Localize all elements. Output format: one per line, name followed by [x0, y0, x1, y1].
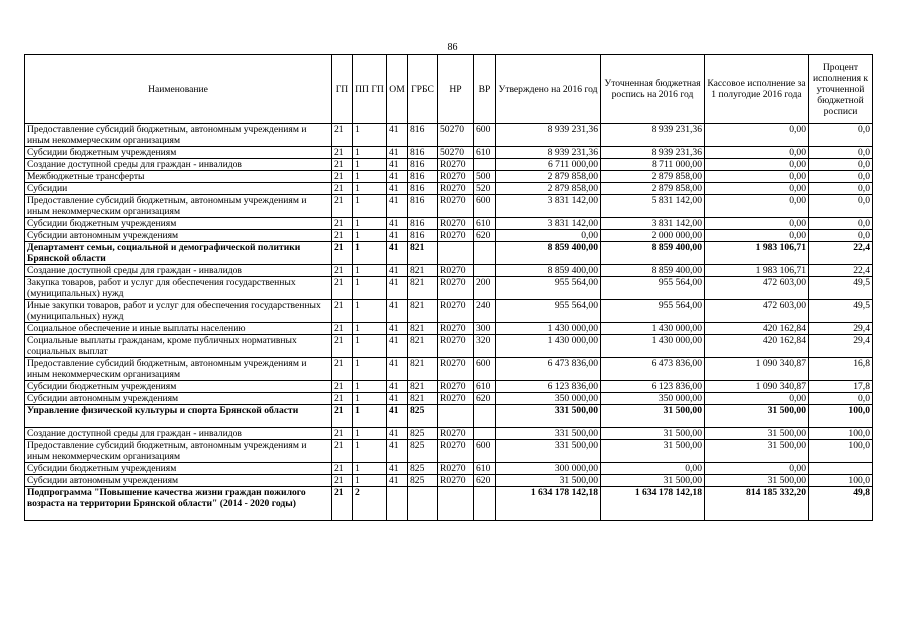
- cell-vr: 620: [474, 230, 496, 242]
- cell-cash: 420 162,84: [705, 323, 809, 335]
- cell-refined: 5 831 142,00: [601, 195, 705, 218]
- table-row: [25, 335, 873, 358]
- cell-grbs: 816: [408, 218, 438, 230]
- cell-ppgp: 1: [353, 242, 387, 265]
- cell-refined: 8 859 400,00: [601, 242, 705, 265]
- cell-percent: 29,4: [809, 323, 873, 335]
- cell-om: 41: [387, 323, 408, 335]
- cell-np: R0270: [438, 381, 474, 393]
- cell-refined: 31 500,00: [601, 405, 705, 428]
- cell-np: R0270: [438, 440, 474, 463]
- table-row: [25, 218, 873, 230]
- cell-name: Субсидии бюджетным учреждениям: [25, 147, 332, 159]
- cell-percent: 49,5: [809, 300, 873, 323]
- cell-vr: 610: [474, 381, 496, 393]
- cell-refined: 3 831 142,00: [601, 218, 705, 230]
- cell-approved: 331 500,00: [496, 405, 601, 428]
- cell-cash: 0,00: [705, 463, 809, 475]
- cell-gp: 21: [332, 381, 353, 393]
- cell-approved: 8 859 400,00: [496, 265, 601, 277]
- cell-percent: 0,0: [809, 393, 873, 405]
- cell-om: 41: [387, 381, 408, 393]
- cell-approved: 1 634 178 142,18: [496, 487, 601, 521]
- cell-vr: 600: [474, 195, 496, 218]
- cell-om: 41: [387, 171, 408, 183]
- cell-ppgp: 1: [353, 393, 387, 405]
- cell-name: Подпрограмма "Повышение качества жизни граждан пожилого возраста на территории Брянской области" (2014 - 2020 годы): [25, 487, 332, 521]
- cell-grbs: 816: [408, 159, 438, 171]
- header-percent: Процент исполнения к уточненной бюджетной росписи: [809, 55, 873, 124]
- table-row: [25, 195, 873, 218]
- cell-grbs: 825: [408, 463, 438, 475]
- cell-ppgp: 1: [353, 335, 387, 358]
- cell-name: Создание доступной среды для граждан - инвалидов: [25, 265, 332, 277]
- table-row: [25, 428, 873, 440]
- cell-gp: 21: [332, 463, 353, 475]
- cell-grbs: 821: [408, 358, 438, 381]
- cell-vr: 610: [474, 218, 496, 230]
- cell-name: Предоставление субсидий бюджетным, автономным учреждениям и иным некоммерческим организациям: [25, 195, 332, 218]
- cell-name: Субсидии автономным учреждениям: [25, 475, 332, 487]
- cell-ppgp: 1: [353, 218, 387, 230]
- table-row: [25, 358, 873, 381]
- cell-gp: 21: [332, 124, 353, 147]
- cell-cash: 0,00: [705, 195, 809, 218]
- cell-percent: 0,0: [809, 171, 873, 183]
- cell-grbs: 821: [408, 300, 438, 323]
- cell-om: 41: [387, 265, 408, 277]
- cell-percent: 100,0: [809, 428, 873, 440]
- cell-om: 41: [387, 230, 408, 242]
- cell-np: R0270: [438, 195, 474, 218]
- cell-vr: [474, 487, 496, 521]
- cell-cash: 0,00: [705, 393, 809, 405]
- cell-approved: 3 831 142,00: [496, 195, 601, 218]
- table-row: [25, 124, 873, 147]
- cell-ppgp: 1: [353, 159, 387, 171]
- cell-cash: 0,00: [705, 147, 809, 159]
- table-row: [25, 323, 873, 335]
- cell-ppgp: 1: [353, 475, 387, 487]
- cell-ppgp: 1: [353, 463, 387, 475]
- cell-refined: 31 500,00: [601, 428, 705, 440]
- cell-np: R0270: [438, 300, 474, 323]
- cell-gp: 21: [332, 195, 353, 218]
- cell-name: Предоставление субсидий бюджетным, автономным учреждениям и иным некоммерческим организациям: [25, 440, 332, 463]
- cell-refined: 6 473 836,00: [601, 358, 705, 381]
- cell-ppgp: 1: [353, 300, 387, 323]
- cell-cash: 31 500,00: [705, 428, 809, 440]
- cell-np: 50270: [438, 147, 474, 159]
- cell-percent: 0,0: [809, 195, 873, 218]
- cell-grbs: 816: [408, 230, 438, 242]
- cell-percent: 0,0: [809, 230, 873, 242]
- cell-om: 41: [387, 218, 408, 230]
- cell-approved: 350 000,00: [496, 393, 601, 405]
- cell-percent: 0,0: [809, 124, 873, 147]
- cell-approved: 8 939 231,36: [496, 147, 601, 159]
- cell-np: R0270: [438, 323, 474, 335]
- cell-gp: 21: [332, 277, 353, 300]
- cell-name: Межбюджетные трансферты: [25, 171, 332, 183]
- cell-om: [387, 487, 408, 521]
- cell-name: Создание доступной среды для граждан - инвалидов: [25, 159, 332, 171]
- cell-percent: 29,4: [809, 335, 873, 358]
- cell-vr: 300: [474, 323, 496, 335]
- cell-vr: 500: [474, 171, 496, 183]
- cell-refined: 8 859 400,00: [601, 265, 705, 277]
- table-row: [25, 159, 873, 171]
- cell-grbs: 821: [408, 335, 438, 358]
- cell-vr: 600: [474, 358, 496, 381]
- cell-ppgp: 1: [353, 358, 387, 381]
- cell-grbs: 821: [408, 393, 438, 405]
- cell-percent: 0,0: [809, 159, 873, 171]
- cell-cash: 1 983 106,71: [705, 265, 809, 277]
- cell-refined: 31 500,00: [601, 475, 705, 487]
- cell-gp: 21: [332, 405, 353, 428]
- cell-name: Закупка товаров, работ и услуг для обеспечения государственных (муниципальных) нужд: [25, 277, 332, 300]
- cell-refined: 6 123 836,00: [601, 381, 705, 393]
- cell-percent: 22,4: [809, 265, 873, 277]
- cell-np: R0270: [438, 393, 474, 405]
- table-row: [25, 475, 873, 487]
- header-gp: ГП: [332, 55, 353, 124]
- cell-cash: 420 162,84: [705, 335, 809, 358]
- table-row: [25, 277, 873, 300]
- table-row: [25, 147, 873, 159]
- header-approved: Утверждено на 2016 год: [496, 55, 601, 124]
- cell-refined: 2 000 000,00: [601, 230, 705, 242]
- cell-name: Субсидии: [25, 183, 332, 195]
- cell-vr: 600: [474, 124, 496, 147]
- cell-np: [438, 405, 474, 428]
- cell-approved: 955 564,00: [496, 277, 601, 300]
- cell-refined: 8 939 231,36: [601, 147, 705, 159]
- cell-np: R0270: [438, 428, 474, 440]
- cell-vr: [474, 265, 496, 277]
- cell-gp: 21: [332, 218, 353, 230]
- cell-approved: 6 123 836,00: [496, 381, 601, 393]
- cell-grbs: 816: [408, 183, 438, 195]
- cell-np: R0270: [438, 183, 474, 195]
- cell-np: R0270: [438, 335, 474, 358]
- cell-name: Департамент семьи, социальной и демографической политики Брянской области: [25, 242, 332, 265]
- cell-refined: 350 000,00: [601, 393, 705, 405]
- cell-gp: 21: [332, 183, 353, 195]
- cell-approved: 6 473 836,00: [496, 358, 601, 381]
- cell-percent: 0,0: [809, 147, 873, 159]
- cell-om: 41: [387, 159, 408, 171]
- cell-cash: 31 500,00: [705, 405, 809, 428]
- header-grbs: ГРБС: [408, 55, 438, 124]
- cell-refined: 955 564,00: [601, 277, 705, 300]
- header-row: [25, 55, 873, 124]
- cell-ppgp: 1: [353, 265, 387, 277]
- cell-name: Субсидии автономным учреждениям: [25, 230, 332, 242]
- cell-om: 41: [387, 277, 408, 300]
- cell-cash: 472 603,00: [705, 300, 809, 323]
- cell-approved: 2 879 858,00: [496, 183, 601, 195]
- cell-om: 41: [387, 147, 408, 159]
- cell-approved: 6 711 000,00: [496, 159, 601, 171]
- cell-np: [438, 242, 474, 265]
- cell-om: 41: [387, 405, 408, 428]
- cell-grbs: [408, 487, 438, 521]
- table-row: [25, 463, 873, 475]
- cell-om: 41: [387, 242, 408, 265]
- cell-approved: 31 500,00: [496, 475, 601, 487]
- cell-np: R0270: [438, 265, 474, 277]
- cell-grbs: 816: [408, 147, 438, 159]
- cell-refined: 1 634 178 142,18: [601, 487, 705, 521]
- cell-percent: 100,0: [809, 440, 873, 463]
- cell-np: R0270: [438, 171, 474, 183]
- cell-name: Предоставление субсидий бюджетным, автономным учреждениям и иным некоммерческим организациям: [25, 358, 332, 381]
- cell-cash: 472 603,00: [705, 277, 809, 300]
- cell-cash: 0,00: [705, 230, 809, 242]
- cell-percent: 16,8: [809, 358, 873, 381]
- cell-ppgp: 1: [353, 440, 387, 463]
- cell-approved: 2 879 858,00: [496, 171, 601, 183]
- cell-np: R0270: [438, 159, 474, 171]
- cell-ppgp: 1: [353, 277, 387, 300]
- cell-refined: 8 711 000,00: [601, 159, 705, 171]
- cell-gp: 21: [332, 487, 353, 521]
- cell-gp: 21: [332, 358, 353, 381]
- table-row: [25, 230, 873, 242]
- cell-np: R0270: [438, 475, 474, 487]
- cell-cash: 0,00: [705, 183, 809, 195]
- cell-cash: 0,00: [705, 159, 809, 171]
- cell-gp: 21: [332, 171, 353, 183]
- cell-ppgp: 2: [353, 487, 387, 521]
- cell-gp: 21: [332, 393, 353, 405]
- cell-ppgp: 1: [353, 230, 387, 242]
- cell-om: 41: [387, 335, 408, 358]
- cell-approved: 8 939 231,36: [496, 124, 601, 147]
- cell-np: 50270: [438, 124, 474, 147]
- cell-vr: 620: [474, 475, 496, 487]
- cell-approved: 0,00: [496, 230, 601, 242]
- cell-percent: 49,8: [809, 487, 873, 521]
- header-ppgp: ПП ГП: [353, 55, 387, 124]
- cell-gp: 21: [332, 440, 353, 463]
- cell-cash: 814 185 332,20: [705, 487, 809, 521]
- cell-approved: 955 564,00: [496, 300, 601, 323]
- cell-percent: 100,0: [809, 405, 873, 428]
- cell-grbs: 821: [408, 277, 438, 300]
- table-row: [25, 171, 873, 183]
- header-cash: Кассовое исполнение за 1 полугодие 2016 года: [705, 55, 809, 124]
- cell-percent: 0,0: [809, 183, 873, 195]
- cell-approved: 331 500,00: [496, 428, 601, 440]
- cell-gp: 21: [332, 230, 353, 242]
- cell-name: Субсидии автономным учреждениям: [25, 393, 332, 405]
- cell-percent: 22,4: [809, 242, 873, 265]
- header-np: НР: [438, 55, 474, 124]
- cell-name: Создание доступной среды для граждан - инвалидов: [25, 428, 332, 440]
- cell-vr: 200: [474, 277, 496, 300]
- cell-name: Субсидии бюджетным учреждениям: [25, 218, 332, 230]
- cell-ppgp: 1: [353, 147, 387, 159]
- cell-ppgp: 1: [353, 428, 387, 440]
- table-row: [25, 300, 873, 323]
- cell-refined: 8 939 231,36: [601, 124, 705, 147]
- table-row: [25, 242, 873, 265]
- table-row: [25, 183, 873, 195]
- cell-refined: 31 500,00: [601, 440, 705, 463]
- header-vr: ВР: [474, 55, 496, 124]
- cell-refined: 1 430 000,00: [601, 335, 705, 358]
- cell-grbs: 825: [408, 405, 438, 428]
- table-row: [25, 381, 873, 393]
- cell-name: Управление физической культуры и спорта Брянской области: [25, 405, 332, 428]
- cell-refined: 0,00: [601, 463, 705, 475]
- table-body: [25, 124, 873, 521]
- cell-approved: 1 430 000,00: [496, 323, 601, 335]
- cell-percent: 100,0: [809, 475, 873, 487]
- cell-gp: 21: [332, 242, 353, 265]
- cell-grbs: 816: [408, 124, 438, 147]
- cell-gp: 21: [332, 428, 353, 440]
- cell-ppgp: 1: [353, 381, 387, 393]
- cell-np: R0270: [438, 230, 474, 242]
- header-om: ОМ: [387, 55, 408, 124]
- table-row: [25, 487, 873, 521]
- cell-cash: 0,00: [705, 218, 809, 230]
- cell-gp: 21: [332, 323, 353, 335]
- cell-cash: 1 983 106,71: [705, 242, 809, 265]
- cell-gp: 21: [332, 159, 353, 171]
- cell-cash: 0,00: [705, 171, 809, 183]
- cell-np: R0270: [438, 218, 474, 230]
- cell-ppgp: 1: [353, 323, 387, 335]
- cell-ppgp: 1: [353, 195, 387, 218]
- cell-gp: 21: [332, 335, 353, 358]
- cell-refined: 2 879 858,00: [601, 183, 705, 195]
- cell-grbs: 825: [408, 475, 438, 487]
- cell-refined: 2 879 858,00: [601, 171, 705, 183]
- cell-om: 41: [387, 124, 408, 147]
- cell-ppgp: 1: [353, 183, 387, 195]
- cell-vr: [474, 428, 496, 440]
- cell-np: R0270: [438, 358, 474, 381]
- cell-name: Иные закупки товаров, работ и услуг для обеспечения государственных (муниципальных) нужд: [25, 300, 332, 323]
- cell-grbs: 821: [408, 381, 438, 393]
- cell-gp: 21: [332, 265, 353, 277]
- cell-name: Предоставление субсидий бюджетным, автономным учреждениям и иным некоммерческим организациям: [25, 124, 332, 147]
- cell-om: 41: [387, 428, 408, 440]
- cell-cash: 31 500,00: [705, 475, 809, 487]
- cell-om: 41: [387, 393, 408, 405]
- cell-grbs: 821: [408, 242, 438, 265]
- cell-percent: 0,0: [809, 218, 873, 230]
- cell-vr: 320: [474, 335, 496, 358]
- cell-ppgp: 1: [353, 405, 387, 428]
- cell-vr: 610: [474, 463, 496, 475]
- cell-cash: 31 500,00: [705, 440, 809, 463]
- cell-refined: 1 430 000,00: [601, 323, 705, 335]
- cell-vr: [474, 405, 496, 428]
- cell-om: 41: [387, 475, 408, 487]
- cell-refined: 955 564,00: [601, 300, 705, 323]
- cell-om: 41: [387, 195, 408, 218]
- cell-gp: 21: [332, 475, 353, 487]
- cell-om: 41: [387, 183, 408, 195]
- cell-gp: 21: [332, 300, 353, 323]
- header-name: Наименование: [25, 55, 332, 124]
- cell-cash: 1 090 340,87: [705, 358, 809, 381]
- cell-cash: 0,00: [705, 124, 809, 147]
- cell-grbs: 821: [408, 265, 438, 277]
- cell-name: Социальные выплаты гражданам, кроме публичных нормативных социальных выплат: [25, 335, 332, 358]
- cell-om: 41: [387, 358, 408, 381]
- cell-om: 41: [387, 440, 408, 463]
- cell-vr: 240: [474, 300, 496, 323]
- cell-vr: 620: [474, 393, 496, 405]
- budget-table: [24, 54, 873, 521]
- cell-vr: 600: [474, 440, 496, 463]
- cell-cash: 1 090 340,87: [705, 381, 809, 393]
- cell-np: R0270: [438, 277, 474, 300]
- cell-approved: 3 831 142,00: [496, 218, 601, 230]
- cell-approved: 300 000,00: [496, 463, 601, 475]
- cell-approved: 8 859 400,00: [496, 242, 601, 265]
- cell-np: [438, 487, 474, 521]
- page-number: 86: [447, 42, 458, 53]
- cell-ppgp: 1: [353, 124, 387, 147]
- cell-vr: [474, 242, 496, 265]
- cell-percent: 49,5: [809, 277, 873, 300]
- cell-om: 41: [387, 463, 408, 475]
- cell-om: 41: [387, 300, 408, 323]
- cell-grbs: 825: [408, 440, 438, 463]
- cell-vr: [474, 159, 496, 171]
- table-row: [25, 440, 873, 463]
- cell-grbs: 816: [408, 195, 438, 218]
- cell-percent: [809, 463, 873, 475]
- table-row: [25, 393, 873, 405]
- table-row: [25, 405, 873, 428]
- cell-grbs: 816: [408, 171, 438, 183]
- cell-name: Субсидии бюджетным учреждениям: [25, 381, 332, 393]
- cell-grbs: 821: [408, 323, 438, 335]
- cell-approved: 331 500,00: [496, 440, 601, 463]
- cell-vr: 610: [474, 147, 496, 159]
- cell-name: Субсидии бюджетным учреждениям: [25, 463, 332, 475]
- cell-vr: 520: [474, 183, 496, 195]
- header-refined: Уточненная бюджетная роспись на 2016 год: [601, 55, 705, 124]
- cell-np: R0270: [438, 463, 474, 475]
- cell-percent: 17,8: [809, 381, 873, 393]
- cell-ppgp: 1: [353, 171, 387, 183]
- cell-grbs: 825: [408, 428, 438, 440]
- cell-approved: 1 430 000,00: [496, 335, 601, 358]
- cell-gp: 21: [332, 147, 353, 159]
- cell-name: Социальное обеспечение и иные выплаты населению: [25, 323, 332, 335]
- table-row: [25, 265, 873, 277]
